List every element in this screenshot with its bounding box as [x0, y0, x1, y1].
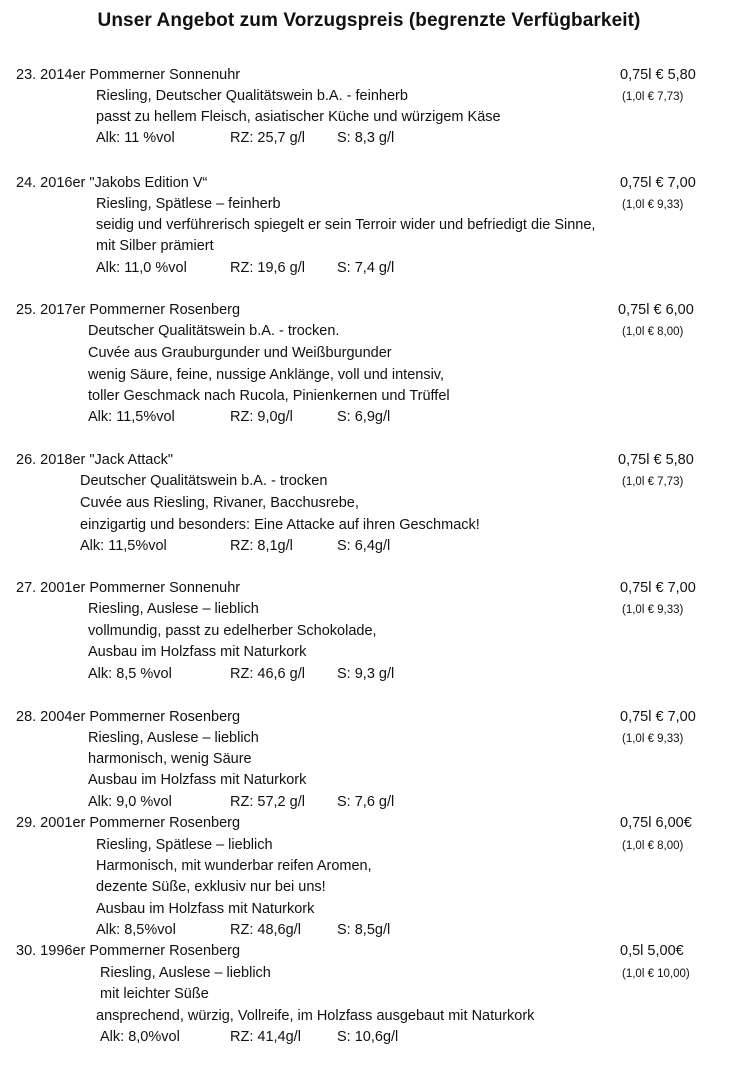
wine-description: vollmundig, passt zu edelherber Schokolade, [88, 623, 377, 639]
wine-alcohol: Alk: 11 %vol [96, 130, 175, 146]
wine-description: mit Silber prämiert [96, 238, 214, 254]
wine-heading: 26. 2018er "Jack Attack" [16, 452, 173, 468]
wine-price: 0,75l € 7,00 [620, 175, 696, 191]
wine-description: Harmonisch, mit wunderbar reifen Aromen, [96, 858, 372, 874]
wine-heading: 25. 2017er Pommerner Rosenberg [16, 302, 241, 318]
wine-acidity: S: 9,3 g/l [337, 666, 395, 682]
wine-price-per-liter: (1,0l € 10,00) [622, 968, 690, 980]
wine-description: Riesling, Spätlese – feinherb [96, 196, 281, 212]
wine-acidity: S: 7,4 g/l [337, 260, 395, 276]
wine-description: seidig und verführerisch spiegelt er sein Terroir wider und befriedigt die Sinne, [96, 217, 596, 233]
wine-heading: 23. 2014er Pommerner Sonnenuhr [16, 67, 241, 83]
wine-description: mit leichter Süße [100, 986, 209, 1002]
wine-description: Cuvée aus Grauburgunder und Weißburgunder [88, 345, 392, 361]
wine-residual-sugar: RZ: 25,7 g/l [230, 130, 305, 146]
wine-alcohol: Alk: 8,5 %vol [88, 666, 172, 682]
wine-description: Deutscher Qualitätswein b.A. - trocken. [88, 323, 340, 339]
wine-price: 0,75l € 7,00 [620, 709, 696, 725]
wine-price-per-liter: (1,0l € 8,00) [622, 840, 684, 852]
wine-alcohol: Alk: 11,5%vol [80, 538, 167, 554]
wine-description: Riesling, Deutscher Qualitätswein b.A. - feinherb [96, 88, 408, 104]
wine-alcohol: Alk: 11,5%vol [88, 409, 175, 425]
wine-price: 0,75l € 5,80 [620, 67, 696, 83]
wine-acidity: S: 8,3 g/l [337, 130, 395, 146]
wine-acidity: S: 8,5g/l [337, 922, 391, 938]
wine-residual-sugar: RZ: 8,1g/l [230, 538, 293, 554]
wine-price: 0,75l € 6,00 [618, 302, 694, 318]
wine-price-per-liter: (1,0l € 7,73) [622, 476, 684, 488]
page-title: Unser Angebot zum Vorzugspreis (begrenzte Verfügbarkeit) [97, 10, 641, 31]
wine-residual-sugar: RZ: 46,6 g/l [230, 666, 305, 682]
wine-price: 0,75l € 5,80 [618, 452, 694, 468]
wine-alcohol: Alk: 8,0%vol [100, 1029, 180, 1045]
wine-description: Riesling, Auslese – lieblich [88, 601, 259, 617]
wine-description: Riesling, Auslese – lieblich [88, 730, 259, 746]
wine-description: Ausbau im Holzfass mit Naturkork [88, 772, 307, 788]
wine-price-per-liter: (1,0l € 9,33) [622, 604, 684, 616]
wine-heading: 29. 2001er Pommerner Rosenberg [16, 815, 241, 831]
wine-price-per-liter: (1,0l € 9,33) [622, 199, 684, 211]
wine-residual-sugar: RZ: 48,6g/l [230, 922, 301, 938]
wine-price-per-liter: (1,0l € 8,00) [622, 326, 684, 338]
wine-residual-sugar: RZ: 19,6 g/l [230, 260, 305, 276]
wine-heading: 30. 1996er Pommerner Rosenberg [16, 943, 241, 959]
wine-price: 0,75l 6,00€ [620, 815, 692, 831]
wine-description: Ausbau im Holzfass mit Naturkork [96, 901, 315, 917]
wine-description: passt zu hellem Fleisch, asiatischer Küche und würzigem Käse [96, 109, 501, 125]
wine-description: wenig Säure, feine, nussige Anklänge, voll und intensiv, [88, 367, 445, 383]
wine-description: Riesling, Spätlese – lieblich [96, 837, 273, 853]
wine-acidity: S: 7,6 g/l [337, 794, 395, 810]
wine-price: 0,5l 5,00€ [620, 943, 684, 959]
wine-alcohol: Alk: 9,0 %vol [88, 794, 172, 810]
wine-heading: 27. 2001er Pommerner Sonnenuhr [16, 580, 241, 596]
wine-description: Ausbau im Holzfass mit Naturkork [88, 644, 307, 660]
wine-residual-sugar: RZ: 9,0g/l [230, 409, 293, 425]
wine-heading: 24. 2016er "Jakobs Edition V“ [16, 175, 208, 191]
wine-description: einzigartig und besonders: Eine Attacke auf ihren Geschmack! [80, 517, 480, 533]
wine-heading: 28. 2004er Pommerner Rosenberg [16, 709, 241, 725]
wine-price-per-liter: (1,0l € 7,73) [622, 91, 684, 103]
wine-description: Cuvée aus Riesling, Rivaner, Bacchusrebe, [80, 495, 359, 511]
wine-description: toller Geschmack nach Rucola, Pinienkernen und Trüffel [88, 388, 450, 404]
wine-residual-sugar: RZ: 41,4g/l [230, 1029, 301, 1045]
wine-alcohol: Alk: 11,0 %vol [96, 260, 187, 276]
wine-acidity: S: 10,6g/l [337, 1029, 399, 1045]
wine-description: Riesling, Auslese – lieblich [100, 965, 271, 981]
wine-description: harmonisch, wenig Säure [88, 751, 252, 767]
wine-acidity: S: 6,4g/l [337, 538, 391, 554]
wine-price: 0,75l € 7,00 [620, 580, 696, 596]
wine-acidity: S: 6,9g/l [337, 409, 391, 425]
wine-description: ansprechend, würzig, Vollreife, im Holzfass ausgebaut mit Naturkork [96, 1008, 535, 1024]
wine-residual-sugar: RZ: 57,2 g/l [230, 794, 305, 810]
wine-description: Deutscher Qualitätswein b.A. - trocken [80, 473, 328, 489]
wine-alcohol: Alk: 8,5%vol [96, 922, 176, 938]
wine-description: dezente Süße, exklusiv nur bei uns! [96, 879, 326, 895]
wine-price-per-liter: (1,0l € 9,33) [622, 733, 684, 745]
